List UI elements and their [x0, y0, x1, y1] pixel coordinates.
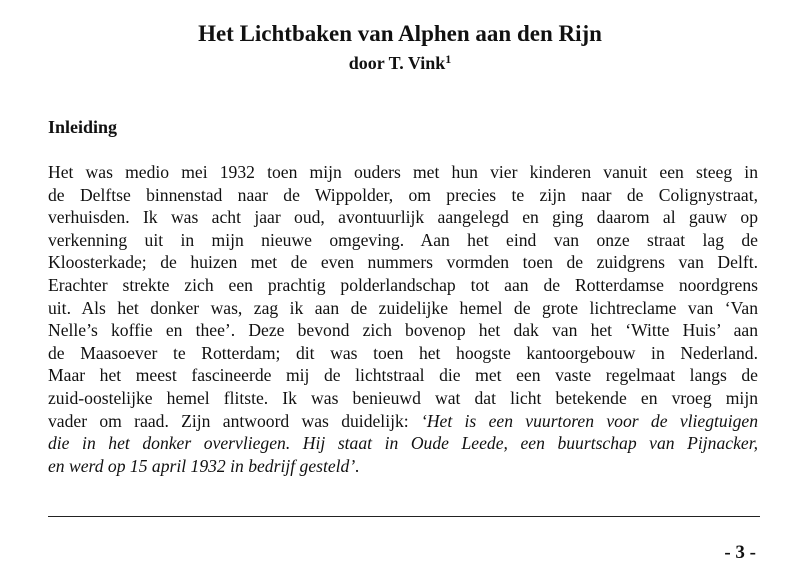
paragraph-line: de Delftse binnenstad naar de Wippolder, om precies te zijn naar de Colignystraat, [48, 184, 758, 205]
paragraph-line: verkenning uit in mijn nieuwe omgeving. Aan het eind van onze straat lag de [48, 229, 758, 250]
author-name: door T. Vink [348, 53, 446, 73]
paragraph-line-quote-start [48, 410, 758, 433]
page-number: - 3 - [724, 542, 756, 563]
paragraph-line: Nelle’s koffie en thee’. Deze bevond zich bovenop het dak van het ‘Witte Huis’ aan [48, 320, 758, 341]
paragraph-line: verhuisden. Ik was acht jaar oud, avontuurlijk aangelegd en ging daarom al gauw op [48, 207, 758, 228]
section-heading: Inleiding [48, 117, 118, 137]
footnote-marker[interactable]: 1 [445, 52, 452, 66]
paragraph-line: de Maasoever te Rotterdam; dit was toen het hoogste kantoorgebouw in Nederland. [48, 342, 758, 363]
footer-divider [48, 516, 760, 517]
paragraph-line-quote: die in het donker overvliegen. Hij staat in Oude Leede, een buurtschap van Pijnacker, [48, 433, 758, 454]
paragraph-line: uit. Als het donker was, zag ik aan de zuidelijke hemel de grote lichtreclame van ‘Van [48, 297, 758, 318]
article-title: Het Lichtbaken van Alphen aan den Rijn [198, 21, 602, 46]
line-plain-text: vader om raad. Zijn antwoord was duidelijk: [48, 410, 421, 431]
paragraph-line: Maar het meest fascineerde mij de lichtstraal die met een vaste regelmaat langs de [48, 365, 758, 386]
paragraph-line-quote-end: en werd op 15 april 1932 in bedrijf gesteld’. [48, 455, 360, 476]
quote-text: ‘Het is een vuurtoren voor de vliegtuigen [420, 410, 758, 431]
paragraph-line: zuid-oostelijke hemel flitste. Ik was benieuwd wat dat licht betekende en vroeg mijn [48, 387, 758, 408]
paragraph-line: Kloosterkade; de huizen met de even nummers vormden toen de zuidgrens van Delft. [48, 252, 758, 273]
paragraph-line: Het was medio mei 1932 toen mijn ouders met hun vier kinderen vanuit een steeg in [48, 162, 758, 182]
article-author [0, 52, 800, 74]
paragraph-line: Erachter strekte zich een prachtig polderlandschap tot aan de Rotterdamse noordgrens [48, 274, 758, 295]
intro-paragraph [48, 161, 758, 477]
